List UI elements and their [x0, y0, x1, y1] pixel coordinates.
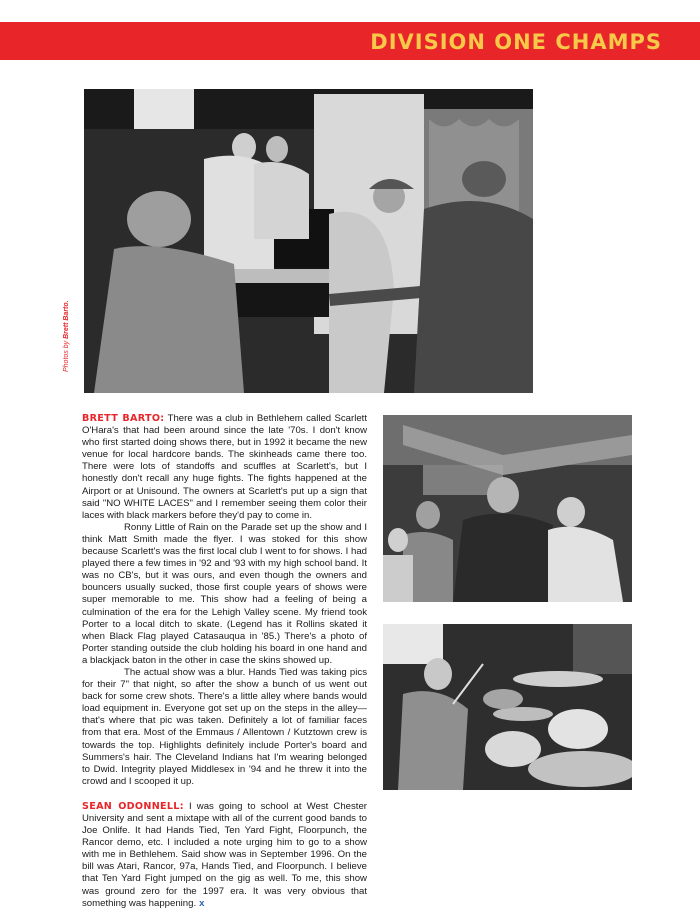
- article-paragraph-text: I was going to school at West Chester University and sent a mixtape with all of the current good bands to Joe Onlife. It had Hands Tied, Ten Yard Fight, Floorpunch, the Rancor demo, etc. I included a note urging him to go to a show with me in Bethlehem. Said show was in September 1996. On the bill was Atari, Rancor, 97a, Hands Tied, and Floorpunch. I believe that Ten Yard Fight jumped on the gig as well. To me, this show was ground zero for the 1997 era. It was very obvious that something was happening.: [82, 800, 367, 909]
- side-photo-bottom-image: [383, 624, 632, 790]
- article-paragraph-text: There was a club in Bethlehem called Scarlett O'Hara's that had been around since the late '70s. I don't know who first started doing shows there, but in 1992 it became the new venue for local hardcore bands. The skinheads came there too. There were lots of standoffs and scuffles at Scarlett's, but I honestly don't recall any huge fights. The fights happened at the Airport or at Unisound. The owners at Scarlett's put up a sign that said "NO WHITE LACES" and I remember seeing them color their laces with black markers before they'd pay to come in.: [82, 413, 368, 521]
- article-paragraph: Ronny Little of Rain on the Parade set up the show and I think Matt Smith made the flyer. I was stoked for this show because Scarlett's was the first local club I went to for shows. I had played there a few times in '92 and '93 with my high school band. It was no CB's, but it was ours, and even though the owners and bouncers usually sucked, those first couple years of shows were super memorable to me. This show had a feeling of being a culmination of the era for the Lehigh Valley scene. My friend took Porter to a local ditch to skate. (Legend has it Rollins skated it when Black Flag played Catasauqua in '85.) There's a photo of Porter standing outside the club holding his board in one hand and a blackjack baton in the other in case the skins showed up.: [82, 521, 367, 666]
- side-photo-bottom: [383, 624, 632, 790]
- article-body: [82, 413, 367, 910]
- end-mark: x: [199, 897, 205, 909]
- photo-credit-prefix: Photos by: [63, 340, 70, 372]
- photo-credit-name: Brett Barto.: [63, 300, 70, 339]
- photo-credit: [63, 300, 70, 372]
- side-photo-top: [383, 415, 632, 602]
- article-paragraph: [82, 413, 367, 522]
- side-photo-top-image: [383, 415, 632, 602]
- speaker-name-brett-barto: BRETT BARTO:: [82, 413, 165, 424]
- speaker-name-sean-odonnell: SEAN ODONNELL:: [82, 800, 184, 812]
- page-title: DIVISION ONE CHAMPS: [370, 30, 662, 54]
- main-photo-image: [84, 89, 533, 393]
- main-photo: [84, 89, 533, 393]
- article-paragraph: [82, 801, 367, 910]
- header-bar: [0, 22, 700, 60]
- article-paragraph: The actual show was a blur. Hands Tied was taking pics for their 7" that night, so after the show a bunch of us went out back for some crew shots. There's a little alley where bands would load equipment in. Everyone got set up on the steps in the alley—that's where that pic was taken. Definitely a lot of familiar faces from that era. Most of the Emmaus / Allentown / Kutztown crew is towards the top. Highlights definitely include Porter's board and Summers's hair. The Cleveland Indians hat I'm wearing belonged to Dwid. Integrity played Middlesex in '94 and he threw it into the crowd and I scooped it up.: [82, 666, 367, 787]
